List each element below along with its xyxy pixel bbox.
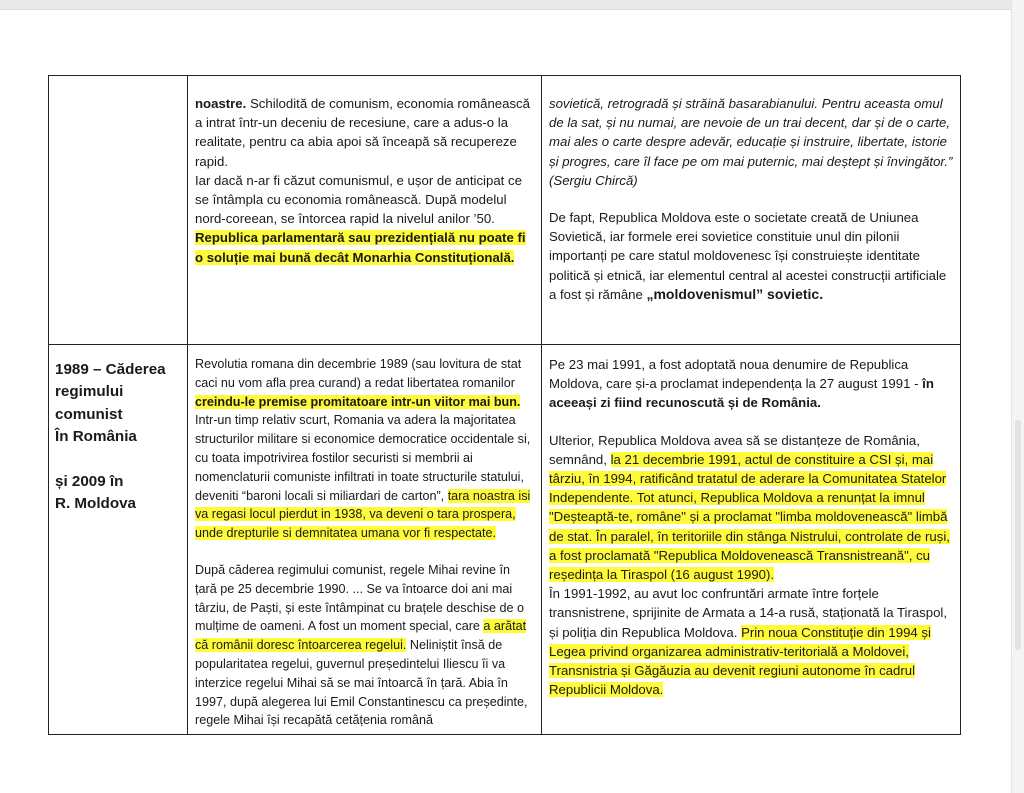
text: Revolutia romana din decembrie 1989 (sau lovitura de stat caci nu vom afla prea curand) a redat libertatea romanilor (195, 357, 522, 390)
highlighted-text: Prin noua Constituție din 1994 și Legea privind organizarea administrativ-teritorială a Moldovei, Transnistria și Găgăuzia au devenit regiuni autonome în cadrul Republicii Moldova. (549, 624, 931, 698)
row1-romania-cell (188, 76, 542, 345)
text: Intr-un timp relativ scurt, Romania va adera la majoritatea structurilor militare si economice democratice occidentale si, cu toata impotrivirea fostilor securisti si membrii ai nomenclaturii comuniste infiltrati in toate structurile statului, deveniti “baroni locali si miliardari de carton”, (195, 413, 531, 503)
paragraph (195, 94, 535, 171)
heading-line: 1989 – Căderea (55, 361, 166, 378)
text: Neliniștit însă de popularitatea regelui, guvernul președintelui Iliescu îi va interzice regelui Mihai să se mai întoarcă în țară. Abia în 1997, după alegerea lui Emil Constantinescu ca președinte, regele Mihai își recapătă cetățenia română (195, 638, 528, 728)
paragraph (195, 355, 535, 543)
text: Pe 23 mai 1991, a fost adoptată noua denumire de Republica Moldova, care și-a proclamat independența la 27 august 1991 - (549, 357, 923, 392)
text: După căderea regimului comunist, regele Mihai revine în țară pe 25 decembrie 1990. ... Se va întoarce doi ani mai târziu, de Paști, și este întâmpinat cu brațele deschise de o mulțime de oameni. A fost un moment special, care (195, 562, 525, 634)
highlighted-bold-text: Republica parlamentară sau prezidențială nu poate fi o soluție mai bună decât Monarhia Constituțională. (195, 230, 526, 265)
period-heading (49, 345, 187, 515)
row2-moldova-cell (542, 345, 961, 735)
heading-line: În România (55, 428, 137, 446)
text: În 1991-1992, au avut loc confruntări armate între forțele transnistrene, sprijinite de Armata a 14-a rusă, staționată la Tiraspol, și poliția din Republica Moldova. (549, 586, 948, 640)
text: Schilodită de comunism, economia românească a intrat într-un deceniu de recesiune, care a adus-o la realitate, pentru ca abia apoi să înceapă să recupereze rapid. (195, 96, 530, 169)
paragraph (195, 228, 535, 266)
paragraph (549, 584, 954, 699)
scrollbar-track[interactable] (1011, 0, 1024, 793)
row2-period-cell (49, 345, 188, 735)
italic-quote: sovietică, retrogradă și străină basarabianului. Pentru aceasta omul de la sat, și nu numai, are nevoie de un trai decent, dar și de o carte, mai ales o carte despre adevăr, educație și instruire, libertate, istorie și progres, care îl face pe om mai puternic, mai deștept și învingător.” (Sergiu Chircă) (549, 96, 953, 188)
paragraph: Iar dacă n-ar fi căzut comunismul, e ușor de anticipat ce se întâmpla cu economia românească. După modelul nord-coreean, se întorcea rapid la nivelul anilor ’50. (195, 172, 522, 227)
highlighted-text: a arătat că românii doresc întoarcerea regelui. (195, 619, 527, 653)
heading-line: regimului (55, 383, 124, 401)
row1-moldova-cell (542, 76, 961, 345)
paragraph (549, 355, 954, 413)
bold-text: noastre. (195, 96, 247, 111)
table-row (49, 345, 961, 735)
paragraph (549, 208, 954, 304)
paragraph (549, 431, 954, 585)
document-table (48, 75, 961, 735)
row2-romania-cell (188, 345, 542, 735)
heading-line: comunist (55, 405, 123, 423)
highlighted-bold-text: creindu-le premise promitatoare intr-un viitor mai bun. (195, 394, 521, 409)
text: Ulterior, Republica Moldova avea să se distanțeze de România, semnând, (549, 432, 920, 467)
text: De fapt, Republica Moldova este o societate creată de Uniunea Sovietică, iar formele erei sovietice constituie unul din pilonii importanți pe care statul moldovenesc își construiește identitate politică și etnică, iar elementul central al acestei construcții artificiale a fost și rămâne (549, 210, 947, 302)
bold-text: în aceeași zi fiind recunoscută și de România. (549, 376, 934, 411)
highlighted-text: la 21 decembrie 1991, actul de constituire a CSI și, mai târziu, în 1994, ratificând tratatul de aderare la Comunitatea Statelor Independente. Tot atunci, Republica Moldova a renunțat la imnul "Deșteaptă-te, române" și a proclamat "limba moldovenească" limbă de stat. În paralel, în teritoriile din stânga Nistrului, controlate de ruși, a fost proclamată "Republica Moldovenească Transnistreană", cu reședința la Tiraspol (16 august 1990). (549, 451, 950, 583)
scrollbar-thumb[interactable] (1015, 420, 1021, 650)
row1-period-cell (49, 76, 188, 345)
bold-text: „moldovenismul” sovietic. (646, 285, 824, 302)
quote-paragraph (549, 94, 954, 190)
browser-top-bar (0, 0, 1012, 10)
heading-line: și 2009 în (55, 472, 124, 490)
highlighted-text: tara noastra isi va regasi locul pierdut in 1938, va deveni o tara prospera, unde drepturile si demnitatea umana vor fi respectate. (195, 488, 531, 541)
table-row (49, 76, 961, 345)
heading-line: R. Moldova (55, 495, 137, 513)
paragraph (195, 561, 535, 730)
